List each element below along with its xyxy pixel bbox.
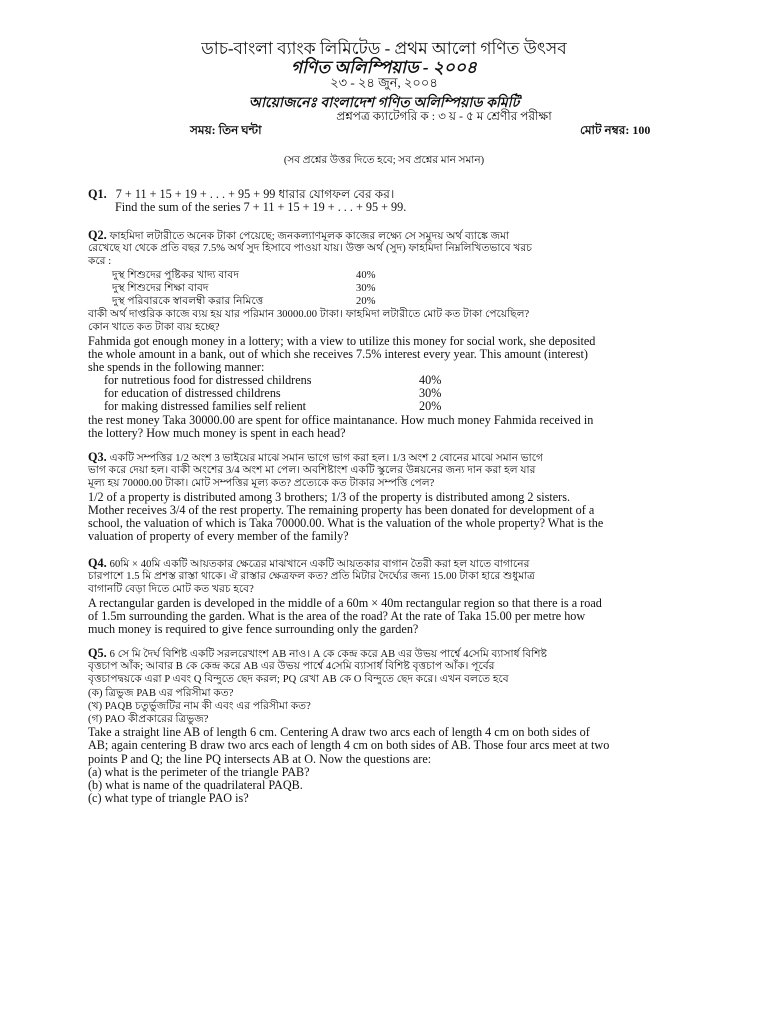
question-text-en: school, the valuation of which is Taka 70000.00. What is the valuation of the whole property? What is the	[88, 515, 604, 530]
question-text-bn: বৃত্তচাপদ্বয়কে এরা P এবং Q বিন্দুতে ছেদ করল; PQ রেখা AB কে O বিন্দুতে ছেদ করে। এখন বলতে হবে	[88, 674, 509, 686]
question-number: Q4.	[88, 556, 107, 570]
question-number: Q3.	[88, 450, 107, 464]
header-olympiad-title: গণিত অলিম্পিয়াড - ২০০৪	[291, 58, 477, 77]
expense-item-en: for nutretious food for distressed childrens 40%	[104, 373, 442, 388]
sub-question-bn: (গ) PAO কীপ্রকারের ত্রিভুজ?	[88, 713, 209, 725]
question-5	[88, 647, 684, 805]
question-text-en: A rectangular garden is developed in the middle of a 60m × 40m rectangular region so that there is a road	[88, 595, 602, 610]
question-text-bn: ভাগ করে দেয়া হল। বাকী অংশের 3/4 অংশ মা পেল। অবশিষ্টাংশ একটি স্কুলের উন্নয়নের জন্য দান করা হল যার	[88, 465, 536, 477]
question-text-en: of 1.5m surrounding the garden. What is the area of the road? At the rate of Taka 15.00 per metre how	[88, 608, 586, 623]
expense-item-bn: দুস্থ পরিবারকে স্বাবলম্বী করার নিমিত্তে 20%	[112, 295, 376, 307]
question-number: Q2.	[88, 228, 107, 242]
header-category: প্রশ্নপত্র ক্যাটেগরি ক : ৩ য় - ৫ ম শ্রেণীর পরীক্ষা	[336, 109, 552, 123]
header-date: ২৩ - ২৪ জুন, ২০০৪	[330, 75, 438, 90]
sub-question-en: (b) what is name of the quadrilateral PAQB.	[88, 777, 303, 792]
question-text-bn: 6 সে মি দৈর্ঘ বিশিষ্ট একটি সরলরেখাংশ AB নাও। A কে কেন্দ্র করে AB এর উভয় পার্শ্বে 4সেমি ব্যাসার্ধ বিশিষ্ট	[109, 649, 547, 660]
time-allowed: সময়: তিন ঘন্টা	[190, 123, 262, 137]
question-text-bn: চারপাশে 1.5 মি প্রশস্ত রাস্তা থাকে। ঐ রাস্তার ক্ষেত্রফল কত? প্রতি মিটার দৈর্ঘ্যের জন্য 15.00 টাকা হারে শুধুমাত্র	[88, 571, 535, 583]
question-text-en: Mother receives 3/4 of the rest property. The remaining property has been donated for development of a	[88, 502, 595, 517]
sub-question-bn: (ক) ত্রিভুজ PAB এর পরিসীমা কত?	[88, 687, 234, 699]
sub-question-en: (c) what type of triangle PAO is?	[88, 791, 249, 806]
question-text-en: the rest money Taka 30000.00 are spent for office maintanance. How much money Fahmida received in	[88, 412, 594, 427]
sub-question-bn: (খ) PAQB চতুর্ভুজটির নাম কী এবং এর পরিসীমা কত?	[88, 700, 311, 712]
question-text-bn: কোন খাতে কত টাকা ব্যয় হচ্ছে?	[88, 322, 220, 334]
question-text-en: much money is required to give fence surrounding only the garden?	[88, 621, 419, 636]
question-4	[88, 557, 684, 636]
header-organizer: আয়োজনেঃ বাংলাদেশ গণিত অলিম্পিয়াড কমিটি	[248, 96, 520, 111]
question-text-en: Take a straight line AB of length 6 cm. Centering A draw two arcs each of length 4 cm on both sides of	[88, 725, 590, 740]
question-1	[88, 188, 684, 214]
sub-question-en: (a) what is the perimeter of the triangle PAB?	[88, 764, 310, 779]
instructions-note: (সব প্রশ্নের উত্তর দিতে হবে; সব প্রশ্নের মান সমান)	[283, 155, 485, 166]
question-text-bn: একটি সম্পত্তির 1/2 অংশ 3 ভাইয়ের মাঝে সমান ভাগে ভাগ করা হল। 1/3 অংশ 2 বোনের মাঝে সমান ভাগে	[109, 453, 543, 464]
question-text-bn: 60মি × 40মি একটি আয়তকার ক্ষেত্রের মাঝখানে একটি আয়তকার বাগান তৈরী করা হল যাতে বাগানের	[109, 559, 530, 570]
question-text-bn: বাগানটি বেড়া দিতে মোট কত খরচ হবে?	[88, 584, 254, 596]
question-number: Q1.	[88, 187, 107, 201]
question-text-en: 1/2 of a property is distributed among 3 brothers; 1/3 of the property is distributed among 2 sisters.	[88, 489, 571, 504]
question-3	[88, 451, 684, 543]
question-text-bn: রেখেছে যা থেকে প্রতি বছর 7.5% অর্থ সুদ হিসাবে পাওয়া যায়। উক্ত অর্থ (সুদ) ফাহমিদা নিম্নলিখিতভাবে খরচ	[88, 243, 532, 255]
question-text-en: the whole amount in a bank, out of which she receives 7.5% interest every year. This amount (interest)	[88, 346, 588, 361]
question-2	[88, 229, 684, 440]
header-sponsor-title: ডাচ-বাংলা ব্যাংক লিমিটেড - প্রথম আলো গণিত উৎসব	[201, 39, 567, 58]
expense-item-en: for education of distressed childrens 30%	[104, 386, 442, 401]
expense-item-bn: দুস্থ শিশুদের পুষ্টিকর খাদ্য বাবদ 40%	[112, 269, 376, 281]
expense-item-bn: দুস্থ শিশুদের শিক্ষা বাবদ 30%	[112, 282, 376, 294]
question-text-en: Find the sum of the series 7 + 11 + 15 + 19 + . . . + 95 + 99.	[115, 200, 407, 215]
question-number: Q5.	[88, 646, 107, 660]
question-text-bn: মূল্য হয় 70000.00 টাকা। মোট সম্পত্তির মূল্য কত? প্রত্যেকে কত টাকার সম্পত্তি পেল?	[88, 478, 435, 490]
question-text-bn: 7 + 11 + 15 + 19 + . . . + 95 + 99 ধারার যোগফল বের কর।	[115, 187, 395, 201]
question-text-en: valuation of property of every member of the family?	[88, 529, 349, 544]
question-text-en: points P and Q; the line PQ intersects AB at O. Now the questions are:	[88, 751, 432, 766]
question-text-en: AB; again centering B draw two arcs each of length 4 cm on both sides of AB. Those four arcs meet at two	[88, 738, 610, 753]
expense-item-en: for making distressed families self relient 20%	[104, 399, 442, 414]
total-marks: মোট নম্বর: 100	[580, 123, 651, 137]
question-text-en: she spends in the following manner:	[88, 359, 265, 374]
question-text-en: the lottery? How much money is spent in each head?	[88, 425, 346, 440]
question-text-bn: বৃত্তচাপ আঁক; আবার B কে কেন্দ্র করে AB এর উভয় পার্শ্বে 4সেমি ব্যাসার্ধ বিশিষ্ট বৃত্তচাপ আঁক। পূর্বের	[88, 661, 495, 673]
question-text-bn: বাকী অর্থ দাপ্তরিক কাজে ব্যয় হয় যার পরিমান 30000.00 টাকা। ফাহমিদা লটারীতে মোট কত টাকা পেয়েছিল?	[88, 309, 530, 321]
question-text-bn: ফাহমিদা লটারীতে অনেক টাকা পেয়েছে; জনকল্যাণমূলক কাজের লক্ষ্যে সে সমুদয় অর্থ ব্যাঙ্কে জমা	[109, 231, 510, 242]
question-text-bn: করে :	[88, 256, 112, 268]
question-text-en: Fahmida got enough money in a lottery; with a view to utilize this money for social work, she deposited	[88, 333, 596, 348]
